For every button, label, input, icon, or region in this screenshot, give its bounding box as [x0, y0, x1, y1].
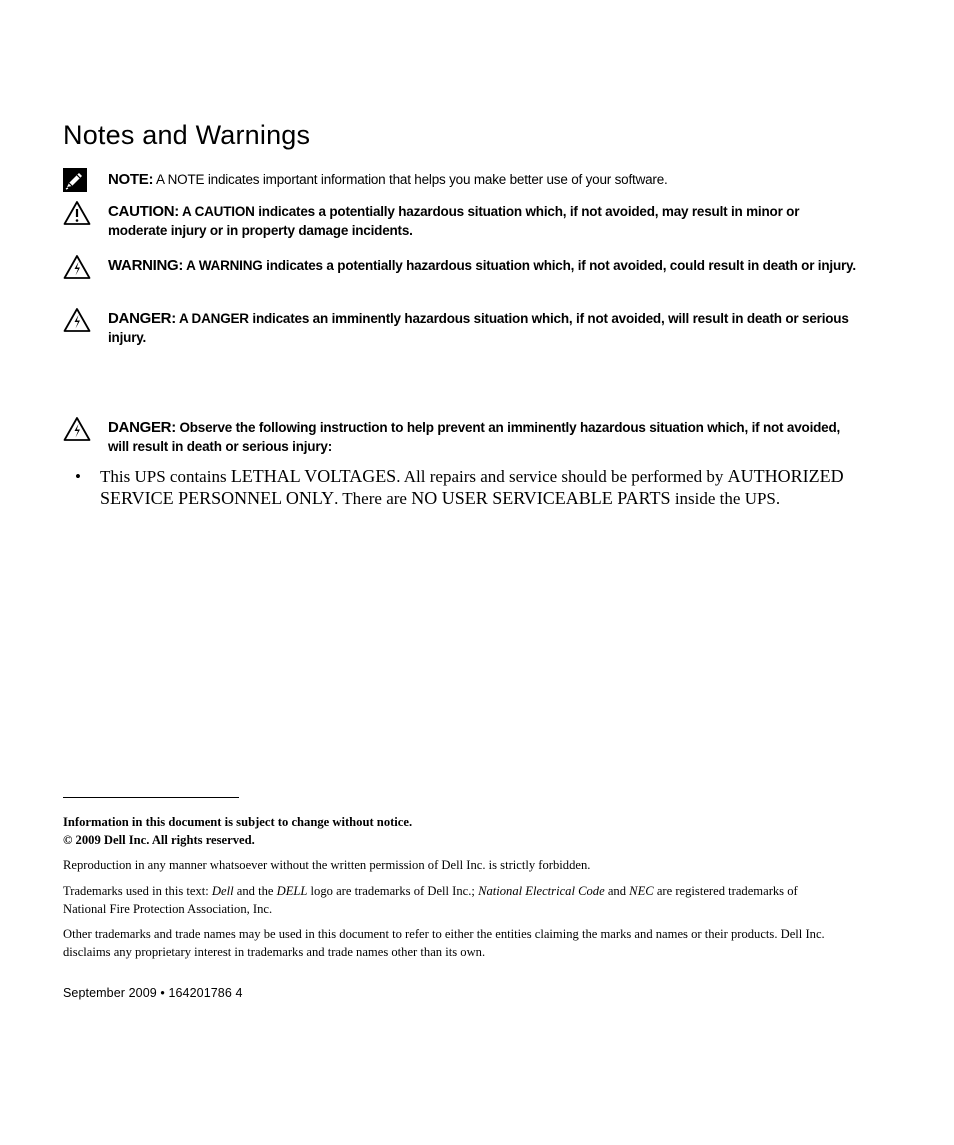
copyright-notice: © 2009 Dell Inc. All rights reserved.: [63, 833, 255, 847]
document-date-part-number: September 2009 • 164201786 4: [63, 986, 243, 1000]
bullet-emphasis: AUTHORIZED SERVICE PERSONNEL ONLY: [100, 466, 844, 508]
trademark-text: Trademarks used in this text:: [63, 884, 212, 898]
bullet-mark: •: [75, 467, 81, 486]
lightning-triangle-icon: [63, 254, 91, 280]
note-pencil-icon: [63, 168, 91, 194]
bullet-text-part: inside the UPS.: [670, 488, 781, 508]
list-item: [75, 466, 855, 509]
lightning-triangle-icon: [63, 307, 91, 333]
trademark-text: logo are trademarks of Dell Inc.;: [307, 884, 479, 898]
other-trademarks-notice: Other trademarks and trade names may be used in this document to refer to either the entities claiming the marks and names or their products. Dell Inc. disclaims any proprietary interest in trademarks and trade names other than its own.: [63, 927, 825, 959]
bullet-text-part: . All repairs and service should be performed by: [396, 467, 728, 486]
danger-instruction-label: DANGER:: [108, 419, 176, 436]
caution-body: A CAUTION indicates a potentially hazardous situation which, if not avoided, may result in minor or moderate injury or in property damage incidents.: [108, 204, 800, 238]
note-body: A NOTE indicates important information that helps you make better use of your software.: [153, 172, 668, 187]
lightning-triangle-icon: [63, 416, 91, 442]
danger-instruction-text: [108, 418, 858, 456]
trademarks-notice: [63, 882, 843, 918]
change-notice: Information in this document is subject to change without notice.: [63, 815, 413, 829]
caution-triangle-icon: [63, 200, 91, 226]
caution-label: CAUTION:: [108, 203, 179, 220]
trademark-text: and the: [233, 884, 277, 898]
trademark-nec: NEC: [629, 884, 654, 898]
bullet-emphasis: LETHAL VOLTAGES: [230, 466, 397, 486]
bullet-text-part: This UPS contains: [100, 467, 231, 486]
danger-instruction-body: Observe the following instruction to help prevent an imminently hazardous situation which, if not avoided, will result in death or serious injury:: [108, 420, 841, 454]
page-title: Notes and Warnings: [63, 120, 311, 150]
danger-body: A DANGER indicates an imminently hazardous situation which, if not avoided, will result in death or serious injury.: [108, 311, 849, 345]
note-label: NOTE:: [108, 171, 154, 188]
bullet-text-part: . There are: [334, 488, 412, 508]
warning-text: [108, 256, 858, 275]
bullet-emphasis: NO USER SERVICEABLE PARTS: [411, 487, 671, 508]
danger-bullet-list: [75, 466, 855, 509]
footnote-divider: [63, 797, 239, 798]
reproduction-notice: Reproduction in any manner whatsoever without the written permission of Dell Inc. is strictly forbidden.: [63, 858, 591, 872]
trademark-dell: Dell: [211, 884, 234, 898]
trademark-text: and: [604, 884, 630, 898]
warning-body: A WARNING indicates a potentially hazardous situation which, if not avoided, could result in death or injury.: [183, 258, 856, 273]
danger-text: [108, 309, 858, 347]
trademark-dell-logo: DELL: [276, 884, 308, 898]
trademark-text: are registered trademarks of National Fire Protection Association, Inc.: [63, 884, 798, 916]
caution-text: [108, 202, 858, 240]
note-text: [108, 170, 858, 189]
trademark-nec-full: National Electrical Code: [478, 884, 605, 898]
danger-label: DANGER:: [108, 310, 176, 327]
warning-label: WARNING:: [108, 257, 184, 274]
